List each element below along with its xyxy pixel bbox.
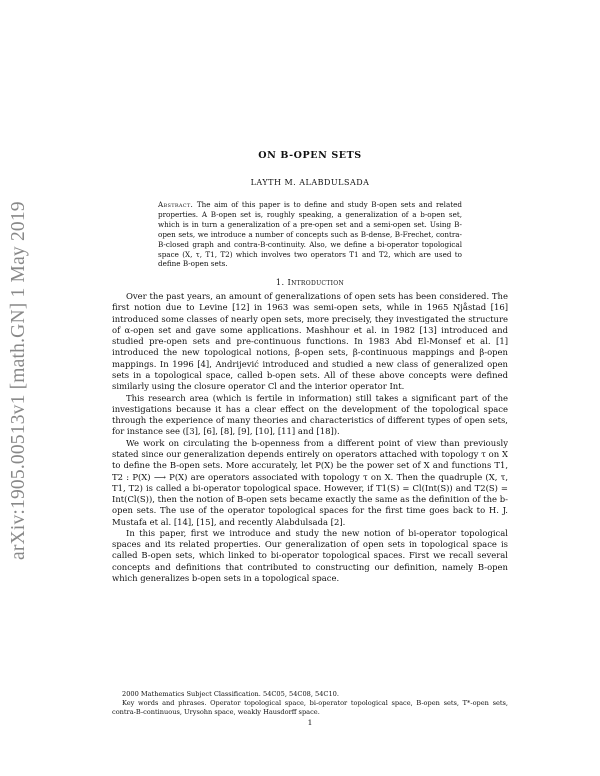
footnotes bbox=[112, 690, 508, 718]
page-number: 1 bbox=[307, 718, 313, 727]
arxiv-identifier: arXiv:1905.00513v1 [math.GN] 1 May 2019 bbox=[8, 201, 29, 560]
abstract-label: Abstract. bbox=[158, 200, 194, 209]
abstract bbox=[158, 200, 462, 269]
paragraph: In this paper, first we introduce and study the new notion of bi-operator topological spaces and its related properties. Our generalization of open sets in topological space is called B-open sets, which linked to bi-operator topological spaces. First we recall several concepts and definitions that contributed to constructing our definition, namely B-open which generalizes b-open sets in a topological space. bbox=[112, 527, 508, 584]
section-number: 1. bbox=[275, 277, 285, 287]
paper-author: LAYTH M. ALABDULSADA bbox=[250, 178, 370, 187]
paragraph: This research area (which is fertile in information) still takes a significant part of the investigations because it has a clear effect on the development of the topological space through the experience of many theories and characteristics of different types of open sets, for instance see ([3], [6], [8], [9], [10], [11] and [18]). bbox=[112, 392, 508, 437]
paragraph: Over the past years, an amount of generalizations of open sets has been considered. The first notion due to Levine [12] in 1963 was semi-open sets, while in 1965 Njåstad [16] introduced some classes of nearly open sets, more precisely, they investigated the structure of α-open set and gave some applications. Mashhour et al. in 1982 [13] introduced and studied pre-open sets and pre-continuous functions. In 1983 Abd El-Monsef et al. [1] introduced the new topological notions, β-open sets, β-continuous mappings and β-open mappings. In 1996 [4], Andrijević introduced and studied a new class of generalized open sets in a topological space, called b-open sets. All of these above concepts were defined similarly using the closure operator Cl and the interior operator Int. bbox=[112, 291, 508, 392]
footnote-msc: 2000 Mathematics Subject Classification. 54C05, 54C08, 54C10. bbox=[122, 690, 339, 698]
abstract-text: The aim of this paper is to define and study B-open sets and related properties. A B-open set is, roughly speaking, a generalization of a b-open set, which is in turn a generalization of a pre-open set and a semi-open set. Using B-open sets, we introduce a number of concepts such as B-dense, B-Frechet, contra-B-closed graph and contra-B-continuity. Also, we define a bi-operator topological space (X, τ, T1, T2) which involves two operators T1 and T2, which are used to define B-open sets. bbox=[158, 200, 462, 269]
footnote-keywords: Key words and phrases. Operator topological space, bi-operator topological space, B-open sets, T*-open sets, contra-B-continuous, Urysohn space, weakly Hausdorff space. bbox=[112, 699, 508, 717]
section-title: Introduction bbox=[287, 277, 345, 287]
section-heading bbox=[112, 277, 508, 287]
paper-title: ON B-OPEN SETS bbox=[258, 150, 362, 161]
paragraph: We work on circulating the b-openness from a different point of view than previously stated since our generalization depends entirely on operators attached with topology τ on X to define the B-open sets. More accurately, let P(X) be the power set of X and functions T1, T2 : P(X) ⟶ P(X) are operators associated with topology τ on X. Then the quadruple (X, τ, T1, T2) is called a bi-operator topological space. However, if T1(S) = Cl(Int(S)) and T2(S) = Int(Cl(S)), then the notion of B-open sets became exactly the same as the definition of the b-open sets. The use of the operator topological spaces for the first time goes back to H. J. Mustafa et al. [14], [15], and recently Alabdulsada [2]. bbox=[112, 437, 508, 527]
section-body bbox=[112, 291, 508, 584]
